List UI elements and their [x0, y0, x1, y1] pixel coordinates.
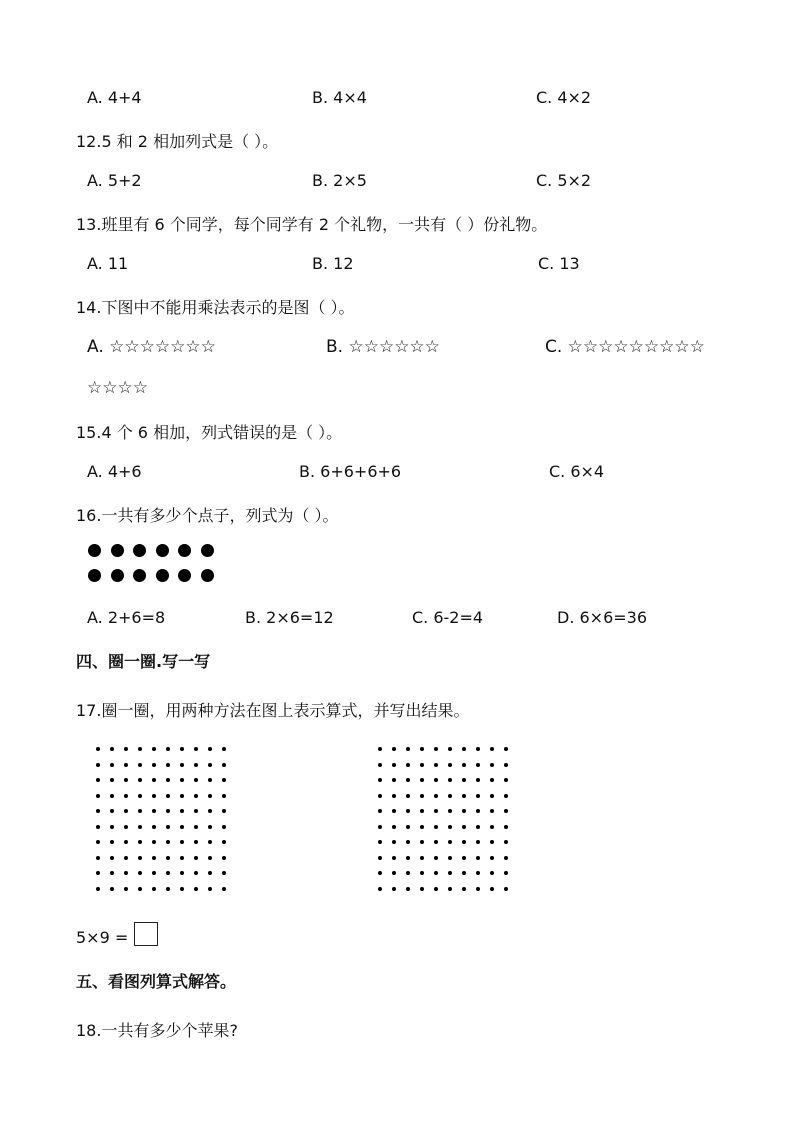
grid-dot	[124, 887, 128, 891]
grid-dot	[152, 840, 156, 844]
grid-dot	[490, 840, 494, 844]
grid-dot	[180, 778, 184, 782]
grid-dot	[110, 825, 114, 829]
grid-dot	[194, 825, 198, 829]
grid-dot	[504, 887, 508, 891]
grid-dot	[420, 856, 424, 860]
grid-dot	[406, 825, 410, 829]
grid-dot	[208, 763, 212, 767]
q16-dot	[201, 544, 214, 557]
grid-dot	[462, 809, 466, 813]
grid-dot	[392, 809, 396, 813]
grid-dot	[490, 825, 494, 829]
grid-dot	[124, 871, 128, 875]
grid-dot	[462, 747, 466, 751]
grid-dot	[180, 887, 184, 891]
grid-dot	[378, 747, 382, 751]
grid-dot	[476, 887, 480, 891]
grid-dot	[166, 825, 170, 829]
grid-dot	[490, 747, 494, 751]
grid-dot	[378, 794, 382, 798]
grid-dot	[222, 840, 226, 844]
q13-option-a[interactable]: A. 11	[87, 254, 129, 273]
grid-dot	[222, 778, 226, 782]
q15-option-c[interactable]: C. 6×4	[549, 462, 605, 481]
grid-dot	[420, 763, 424, 767]
grid-dot	[96, 840, 100, 844]
grid-dot	[434, 763, 438, 767]
grid-dot	[124, 809, 128, 813]
grid-dot	[392, 794, 396, 798]
grid-dot	[378, 856, 382, 860]
q14-option-c[interactable]: C. ☆☆☆☆☆☆☆☆☆	[545, 337, 705, 357]
q16-question: 16.一共有多少个点子，列式为（ ）。	[76, 506, 339, 525]
grid-dot	[462, 794, 466, 798]
grid-dot	[504, 747, 508, 751]
grid-dot	[96, 763, 100, 767]
grid-dot	[448, 840, 452, 844]
grid-dot	[110, 840, 114, 844]
q11-option-a[interactable]: A. 4+4	[87, 88, 142, 107]
q16-dot	[156, 544, 169, 557]
grid-dot	[504, 825, 508, 829]
grid-dot	[476, 840, 480, 844]
grid-dot	[194, 840, 198, 844]
q12-option-b[interactable]: B. 2×5	[312, 171, 367, 190]
grid-dot	[476, 825, 480, 829]
grid-dot	[406, 747, 410, 751]
grid-dot	[96, 794, 100, 798]
grid-dot	[194, 856, 198, 860]
grid-dot	[504, 840, 508, 844]
q13-question: 13.班里有 6 个同学，每个同学有 2 个礼物，一共有（ ）份礼物。	[76, 215, 548, 234]
q16-dot	[133, 569, 146, 582]
grid-dot	[420, 825, 424, 829]
grid-dot	[448, 763, 452, 767]
grid-dot	[110, 887, 114, 891]
grid-dot	[166, 809, 170, 813]
grid-dot	[96, 825, 100, 829]
grid-dot	[180, 809, 184, 813]
q13-option-c[interactable]: C. 13	[538, 254, 580, 273]
grid-dot	[180, 825, 184, 829]
grid-dot	[490, 763, 494, 767]
grid-dot	[138, 778, 142, 782]
grid-dot	[166, 747, 170, 751]
q17-dot-grid-left[interactable]	[96, 747, 236, 902]
grid-dot	[138, 809, 142, 813]
grid-dot	[96, 747, 100, 751]
grid-dot	[420, 871, 424, 875]
grid-dot	[222, 763, 226, 767]
grid-dot	[448, 794, 452, 798]
grid-dot	[378, 763, 382, 767]
grid-dot	[138, 825, 142, 829]
grid-dot	[392, 856, 396, 860]
grid-dot	[392, 887, 396, 891]
grid-dot	[378, 778, 382, 782]
grid-dot	[208, 809, 212, 813]
grid-dot	[434, 887, 438, 891]
grid-dot	[378, 840, 382, 844]
grid-dot	[476, 856, 480, 860]
grid-dot	[392, 778, 396, 782]
grid-dot	[476, 763, 480, 767]
grid-dot	[406, 809, 410, 813]
q16-dot	[133, 544, 146, 557]
grid-dot	[208, 856, 212, 860]
grid-dot	[490, 778, 494, 782]
q17-question: 17.圈一圈，用两种方法在图上表示算式，并写出结果。	[76, 701, 470, 720]
grid-dot	[222, 825, 226, 829]
grid-dot	[152, 763, 156, 767]
grid-dot	[392, 871, 396, 875]
q16-dot	[201, 569, 214, 582]
grid-dot	[462, 763, 466, 767]
grid-dot	[194, 763, 198, 767]
q16-option-b[interactable]: B. 2×6=12	[245, 608, 334, 627]
grid-dot	[462, 856, 466, 860]
q16-dot	[178, 544, 191, 557]
grid-dot	[138, 887, 142, 891]
grid-dot	[194, 794, 198, 798]
grid-dot	[110, 809, 114, 813]
q15-option-a[interactable]: A. 4+6	[87, 462, 142, 481]
grid-dot	[476, 809, 480, 813]
grid-dot	[448, 856, 452, 860]
grid-dot	[406, 794, 410, 798]
grid-dot	[462, 825, 466, 829]
grid-dot	[96, 809, 100, 813]
grid-dot	[490, 794, 494, 798]
grid-dot	[166, 778, 170, 782]
q16-dot	[88, 569, 101, 582]
grid-dot	[138, 840, 142, 844]
grid-dot	[504, 871, 508, 875]
grid-dot	[392, 825, 396, 829]
grid-dot	[420, 809, 424, 813]
grid-dot	[462, 778, 466, 782]
grid-dot	[180, 871, 184, 875]
q16-option-d[interactable]: D. 6×6=36	[557, 608, 648, 627]
grid-dot	[166, 856, 170, 860]
grid-dot	[208, 778, 212, 782]
grid-dot	[110, 747, 114, 751]
grid-dot	[434, 778, 438, 782]
grid-dot	[124, 747, 128, 751]
grid-dot	[194, 747, 198, 751]
grid-dot	[138, 763, 142, 767]
q16-dot	[111, 544, 124, 557]
section4-title: 四、圈一圈.写一写	[76, 652, 211, 671]
grid-dot	[152, 794, 156, 798]
q18-question: 18.一共有多少个苹果?	[76, 1021, 238, 1040]
q12-option-a[interactable]: A. 5+2	[87, 171, 142, 190]
grid-dot	[378, 809, 382, 813]
grid-dot	[490, 871, 494, 875]
grid-dot	[138, 747, 142, 751]
grid-dot	[420, 840, 424, 844]
grid-dot	[96, 856, 100, 860]
grid-dot	[434, 747, 438, 751]
grid-dot	[490, 856, 494, 860]
grid-dot	[504, 856, 508, 860]
grid-dot	[194, 887, 198, 891]
q11-option-b[interactable]: B. 4×4	[312, 88, 367, 107]
grid-dot	[124, 794, 128, 798]
grid-dot	[420, 778, 424, 782]
grid-dot	[180, 763, 184, 767]
grid-dot	[448, 887, 452, 891]
grid-dot	[378, 825, 382, 829]
grid-dot	[406, 871, 410, 875]
grid-dot	[96, 778, 100, 782]
grid-dot	[152, 778, 156, 782]
grid-dot	[152, 747, 156, 751]
grid-dot	[378, 887, 382, 891]
grid-dot	[96, 887, 100, 891]
q17-dot-grid-right[interactable]	[378, 747, 518, 902]
grid-dot	[208, 871, 212, 875]
q14-question: 14.下图中不能用乘法表示的是图（ ）。	[76, 298, 355, 317]
grid-dot	[222, 871, 226, 875]
grid-dot	[166, 887, 170, 891]
q16-dot	[111, 569, 124, 582]
grid-dot	[208, 747, 212, 751]
q16-option-c[interactable]: C. 6-2=4	[412, 608, 484, 627]
grid-dot	[180, 747, 184, 751]
grid-dot	[138, 856, 142, 860]
q15-option-b[interactable]: B. 6+6+6+6	[299, 462, 402, 481]
grid-dot	[420, 794, 424, 798]
grid-dot	[448, 747, 452, 751]
grid-dot	[194, 871, 198, 875]
grid-dot	[208, 887, 212, 891]
grid-dot	[392, 763, 396, 767]
q16-dot	[88, 544, 101, 557]
grid-dot	[180, 794, 184, 798]
grid-dot	[448, 871, 452, 875]
grid-dot	[434, 794, 438, 798]
q15-question: 15.4 个 6 相加，列式错误的是（ ）。	[76, 423, 343, 442]
grid-dot	[208, 794, 212, 798]
grid-dot	[222, 856, 226, 860]
grid-dot	[152, 856, 156, 860]
grid-dot	[180, 856, 184, 860]
grid-dot	[406, 778, 410, 782]
grid-dot	[124, 856, 128, 860]
grid-dot	[222, 809, 226, 813]
grid-dot	[476, 778, 480, 782]
grid-dot	[504, 794, 508, 798]
grid-dot	[138, 871, 142, 875]
grid-dot	[434, 809, 438, 813]
grid-dot	[166, 840, 170, 844]
grid-dot	[110, 794, 114, 798]
q14-option-b[interactable]: B. ☆☆☆☆☆☆	[326, 337, 440, 357]
grid-dot	[462, 887, 466, 891]
grid-dot	[406, 840, 410, 844]
grid-dot	[476, 747, 480, 751]
grid-dot	[222, 887, 226, 891]
q16-option-a[interactable]: A. 2+6=8	[87, 608, 166, 627]
grid-dot	[110, 778, 114, 782]
grid-dot	[490, 809, 494, 813]
grid-dot	[152, 825, 156, 829]
grid-dot	[378, 871, 382, 875]
grid-dot	[110, 763, 114, 767]
q12-option-c[interactable]: C. 5×2	[536, 171, 592, 190]
grid-dot	[406, 763, 410, 767]
grid-dot	[152, 887, 156, 891]
grid-dot	[420, 747, 424, 751]
q11-option-c[interactable]: C. 4×2	[536, 88, 592, 107]
grid-dot	[124, 763, 128, 767]
grid-dot	[166, 763, 170, 767]
grid-dot	[406, 887, 410, 891]
grid-dot	[124, 840, 128, 844]
grid-dot	[476, 871, 480, 875]
q16-dot	[178, 569, 191, 582]
grid-dot	[434, 856, 438, 860]
grid-dot	[138, 794, 142, 798]
grid-dot	[434, 825, 438, 829]
q17-equation: 5×9 =	[76, 928, 129, 947]
grid-dot	[476, 794, 480, 798]
grid-dot	[166, 871, 170, 875]
grid-dot	[110, 871, 114, 875]
q12-question: 12.5 和 2 相加列式是（ ）。	[76, 132, 279, 151]
q14-option-a-continued: ☆☆☆☆	[87, 378, 148, 398]
q14-option-a[interactable]: A. ☆☆☆☆☆☆☆	[87, 337, 216, 357]
grid-dot	[420, 887, 424, 891]
grid-dot	[490, 887, 494, 891]
grid-dot	[166, 794, 170, 798]
grid-dot	[448, 825, 452, 829]
q16-dot	[156, 569, 169, 582]
grid-dot	[392, 840, 396, 844]
grid-dot	[194, 809, 198, 813]
grid-dot	[462, 840, 466, 844]
grid-dot	[222, 747, 226, 751]
grid-dot	[152, 871, 156, 875]
grid-dot	[194, 778, 198, 782]
q13-option-b[interactable]: B. 12	[312, 254, 354, 273]
grid-dot	[448, 778, 452, 782]
grid-dot	[406, 856, 410, 860]
grid-dot	[434, 871, 438, 875]
grid-dot	[208, 825, 212, 829]
grid-dot	[124, 778, 128, 782]
section5-title: 五、看图列算式解答。	[76, 972, 237, 991]
grid-dot	[462, 871, 466, 875]
grid-dot	[504, 763, 508, 767]
grid-dot	[152, 809, 156, 813]
grid-dot	[504, 778, 508, 782]
grid-dot	[124, 825, 128, 829]
grid-dot	[208, 840, 212, 844]
q17-answer-box[interactable]	[134, 922, 158, 946]
grid-dot	[110, 856, 114, 860]
grid-dot	[222, 794, 226, 798]
grid-dot	[96, 871, 100, 875]
grid-dot	[448, 809, 452, 813]
grid-dot	[434, 840, 438, 844]
grid-dot	[180, 840, 184, 844]
grid-dot	[392, 747, 396, 751]
grid-dot	[504, 809, 508, 813]
